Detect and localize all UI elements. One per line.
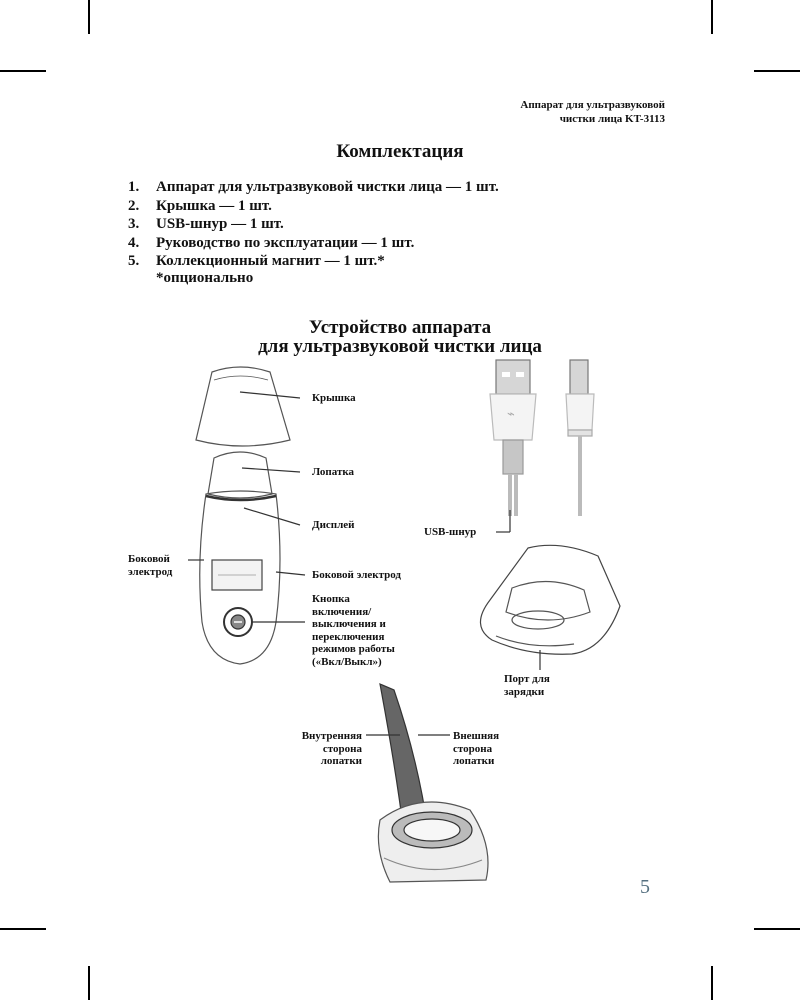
page-number: 5 [640,876,650,898]
label-line: включения/ [312,605,372,618]
header-line-2: чистки лица KT-3113 [559,113,665,125]
label-line: сторона [453,742,493,755]
list-text: Руководство по эксплуатации — 1 шт. [156,234,415,251]
usb-housing-side [566,394,594,430]
section-title-device-line-2: для ультразвуковой чистки лица [258,336,542,357]
label-outer-side [453,730,499,768]
label-display: Дисплей [312,519,355,531]
section-title-package: Комплектация [336,141,464,162]
label-line: сторона [322,742,362,755]
label-side-electrode-right: Боковой электрод [312,569,401,581]
list-number: 3. [128,216,140,232]
list-text: Аппарат для ультразвуковой чистки лица — 1 шт. [156,179,499,195]
list-number: 1. [128,179,140,195]
usb-strain-relief-front [503,440,523,474]
list-number: 5. [128,253,140,269]
usb-plug-front [496,360,530,394]
list-text: Коллекционный магнит — 1 шт.* [156,253,385,269]
label-line: Внутренняя [301,730,362,742]
label-line: лопатки [453,755,495,767]
list-text: USB-шнур — 1 шт. [156,216,284,232]
list-text: Крышка — 1 шт. [156,197,272,214]
label-line: Боковой [128,553,170,565]
label-line: зарядки [504,685,545,698]
label-cap: Крышка [312,392,356,404]
section-title-device-line-1: Устройство аппарата [308,317,492,338]
svg-text:⌁: ⌁ [507,407,515,422]
list-number: 2. [128,197,140,214]
label-usb-cord: USB-шнур [424,526,477,538]
label-inner-side [262,730,362,768]
cap-illustration [196,367,290,446]
label-power-button [312,593,395,668]
label-line: («Вкл/Выкл») [312,655,382,668]
optional-note: *опционально [156,270,254,286]
label-spatula: Лопатка [312,466,355,478]
label-line: Порт для [504,673,550,685]
label-line: выключения и [312,618,386,630]
usb-plug-side [570,360,588,394]
label-line: Внешняя [453,730,500,742]
label-side-electrode-left [128,553,172,578]
label-line: электрод [128,565,173,578]
list-number: 4. [128,234,140,251]
header-line-1: Аппарат для ультразвуковой [520,99,665,111]
label-line: лопатки [320,755,362,767]
label-charge-port [504,673,550,698]
label-line: переключения [312,630,385,643]
label-line: Кнопка [312,593,350,605]
label-line: режимов работы [312,643,395,655]
cap-top-edge [214,376,268,380]
